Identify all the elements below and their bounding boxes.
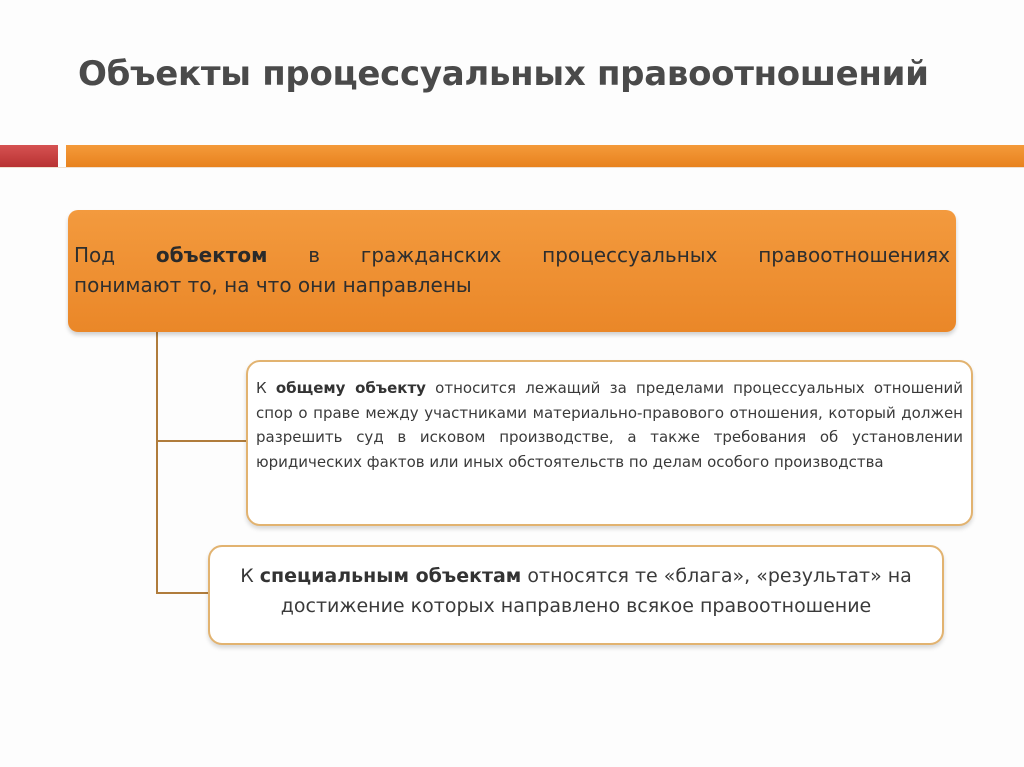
connector-to-special-objects (156, 592, 209, 594)
general-object-term: общему объекту (275, 379, 426, 397)
definition-suffix: в гражданских процессуальных правоотношениях (267, 243, 950, 267)
title-band-red (0, 145, 58, 167)
definition-box (68, 210, 956, 332)
general-object-text: относится лежащий за пределами процессуальных отношений спор о праве между участниками материально-правового отношения, который должен разрешить суд в исковом производстве, а также требования об установлении юридических фактов или иных обстоятельств по делам особого производства (256, 379, 964, 471)
title-band-orange (66, 145, 1024, 167)
special-objects-text: относятся те «блага», «результат» на достижение которых направлено всякое правоотношение (280, 565, 912, 617)
general-object-box (246, 360, 973, 526)
definition-prefix: Под (74, 243, 156, 267)
title-band-divider (0, 167, 1024, 168)
slide-title: Объекты процессуальных правоотношений (78, 54, 929, 94)
definition-line1 (74, 240, 950, 270)
connector-vertical (156, 330, 158, 594)
definition-line2: понимают то, на что они направлены (74, 273, 472, 297)
general-object-prefix: К (256, 379, 276, 397)
definition-term: объектом (155, 243, 268, 267)
special-objects-prefix: К (240, 565, 260, 587)
special-objects-box (208, 545, 944, 645)
connector-to-general-object (156, 440, 248, 442)
special-objects-term: специальным объектам (259, 565, 522, 587)
